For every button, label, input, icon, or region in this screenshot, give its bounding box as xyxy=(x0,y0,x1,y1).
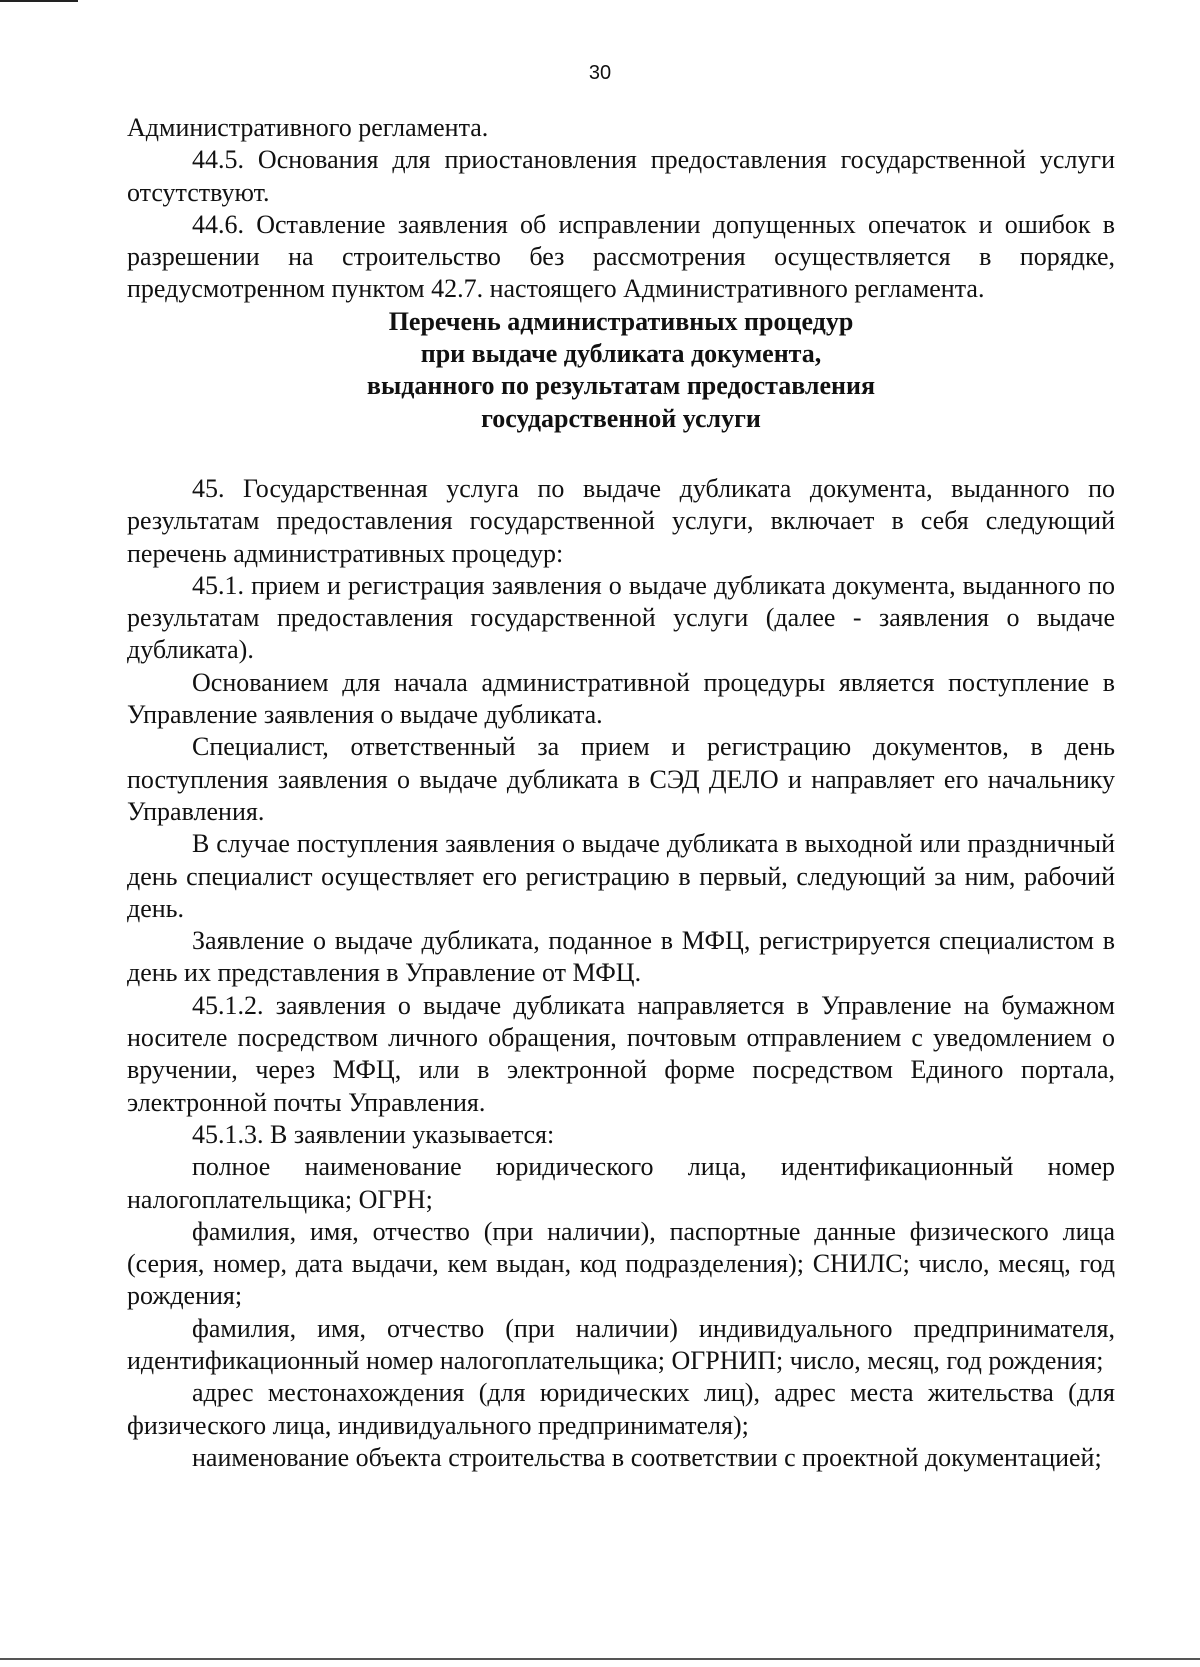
paragraph: 45. Государственная услуга по выдаче дубликата документа, выданного по результатам предоставления государственной услуги, включает в себя следующий перечень административных процедур: xyxy=(127,473,1115,568)
paragraph: 44.6. Оставление заявления об исправлении допущенных опечаток и ошибок в разрешении на строительство без рассмотрения осуществляется в порядке, предусмотренном пунктом 42.7. настоящего Административного регламента. xyxy=(127,209,1115,304)
scan-edge-top xyxy=(0,0,78,2)
paragraph: адрес местонахождения (для юридических лиц), адрес места жительства (для физического лица, индивидуального предпринимателя); xyxy=(127,1378,1115,1440)
paragraph: 44.5. Основания для приостановления предоставления государственной услуги отсутствуют. xyxy=(127,145,1115,207)
paragraph: Административного регламента. xyxy=(127,113,489,142)
heading-line: выданного по результатам предоставления xyxy=(366,371,876,401)
heading-line: государственной услуги xyxy=(481,403,761,433)
paragraph: полное наименование юридического лица, идентификационный номер налогоплательщика; ОГРН; xyxy=(127,1152,1115,1214)
paragraphs-after-heading xyxy=(127,473,1115,1474)
paragraph: фамилия, имя, отчество (при наличии) индивидуального предпринимателя, идентификационный номер налогоплательщика; ОГРНИП; число, месяц, год рождения; xyxy=(127,1313,1115,1375)
heading-line: Перечень административных процедур xyxy=(388,306,854,336)
paragraph: фамилия, имя, отчество (при наличии), паспортные данные физического лица (серия, номер, дата выдачи, кем выдан, код подразделения); СНИЛС; число, месяц, год рождения; xyxy=(127,1216,1115,1311)
paragraph: 45.1.2. заявления о выдаче дубликата направляется в Управление на бумажном носителе посредством личного обращения, почтовым отправлением с уведомлением о вручении, через МФЦ, или в электронной форме посредством Единого портала, электронной почты Управления. xyxy=(127,990,1115,1117)
scan-edge-bottom xyxy=(0,1658,1200,1660)
section-heading xyxy=(127,306,1115,435)
paragraph: Заявление о выдаче дубликата, поданное в МФЦ, регистрируется специалистом в день их представления в Управление от МФЦ. xyxy=(127,926,1115,988)
paragraph: 45.1.3. В заявлении указывается: xyxy=(192,1119,555,1149)
paragraph: 45.1. прием и регистрация заявления о выдаче дубликата документа, выданного по результатам предоставления государственной услуги (далее - заявления о выдаче дубликата). xyxy=(127,570,1115,665)
paragraph: Специалист, ответственный за прием и регистрацию документов, в день поступления заявления о выдаче дубликата в СЭД ДЕЛО и направляет его начальнику Управления. xyxy=(127,732,1115,826)
paragraph: наименование объекта строительства в соответствии с проектной документацией; xyxy=(192,1442,1102,1472)
page-number: 30 xyxy=(588,62,612,84)
heading-line: при выдаче дубликата документа, xyxy=(420,339,822,369)
document-body xyxy=(127,112,1115,1474)
paragraph: В случае поступления заявления о выдаче дубликата в выходной или праздничный день специалист осуществляет его регистрацию в первый, следующий за ним, рабочий день. xyxy=(127,829,1115,923)
paragraphs-before-heading xyxy=(127,112,1115,306)
paragraph: Основанием для начала административной процедуры является поступление в Управление заявления о выдаче дубликата. xyxy=(127,667,1115,730)
